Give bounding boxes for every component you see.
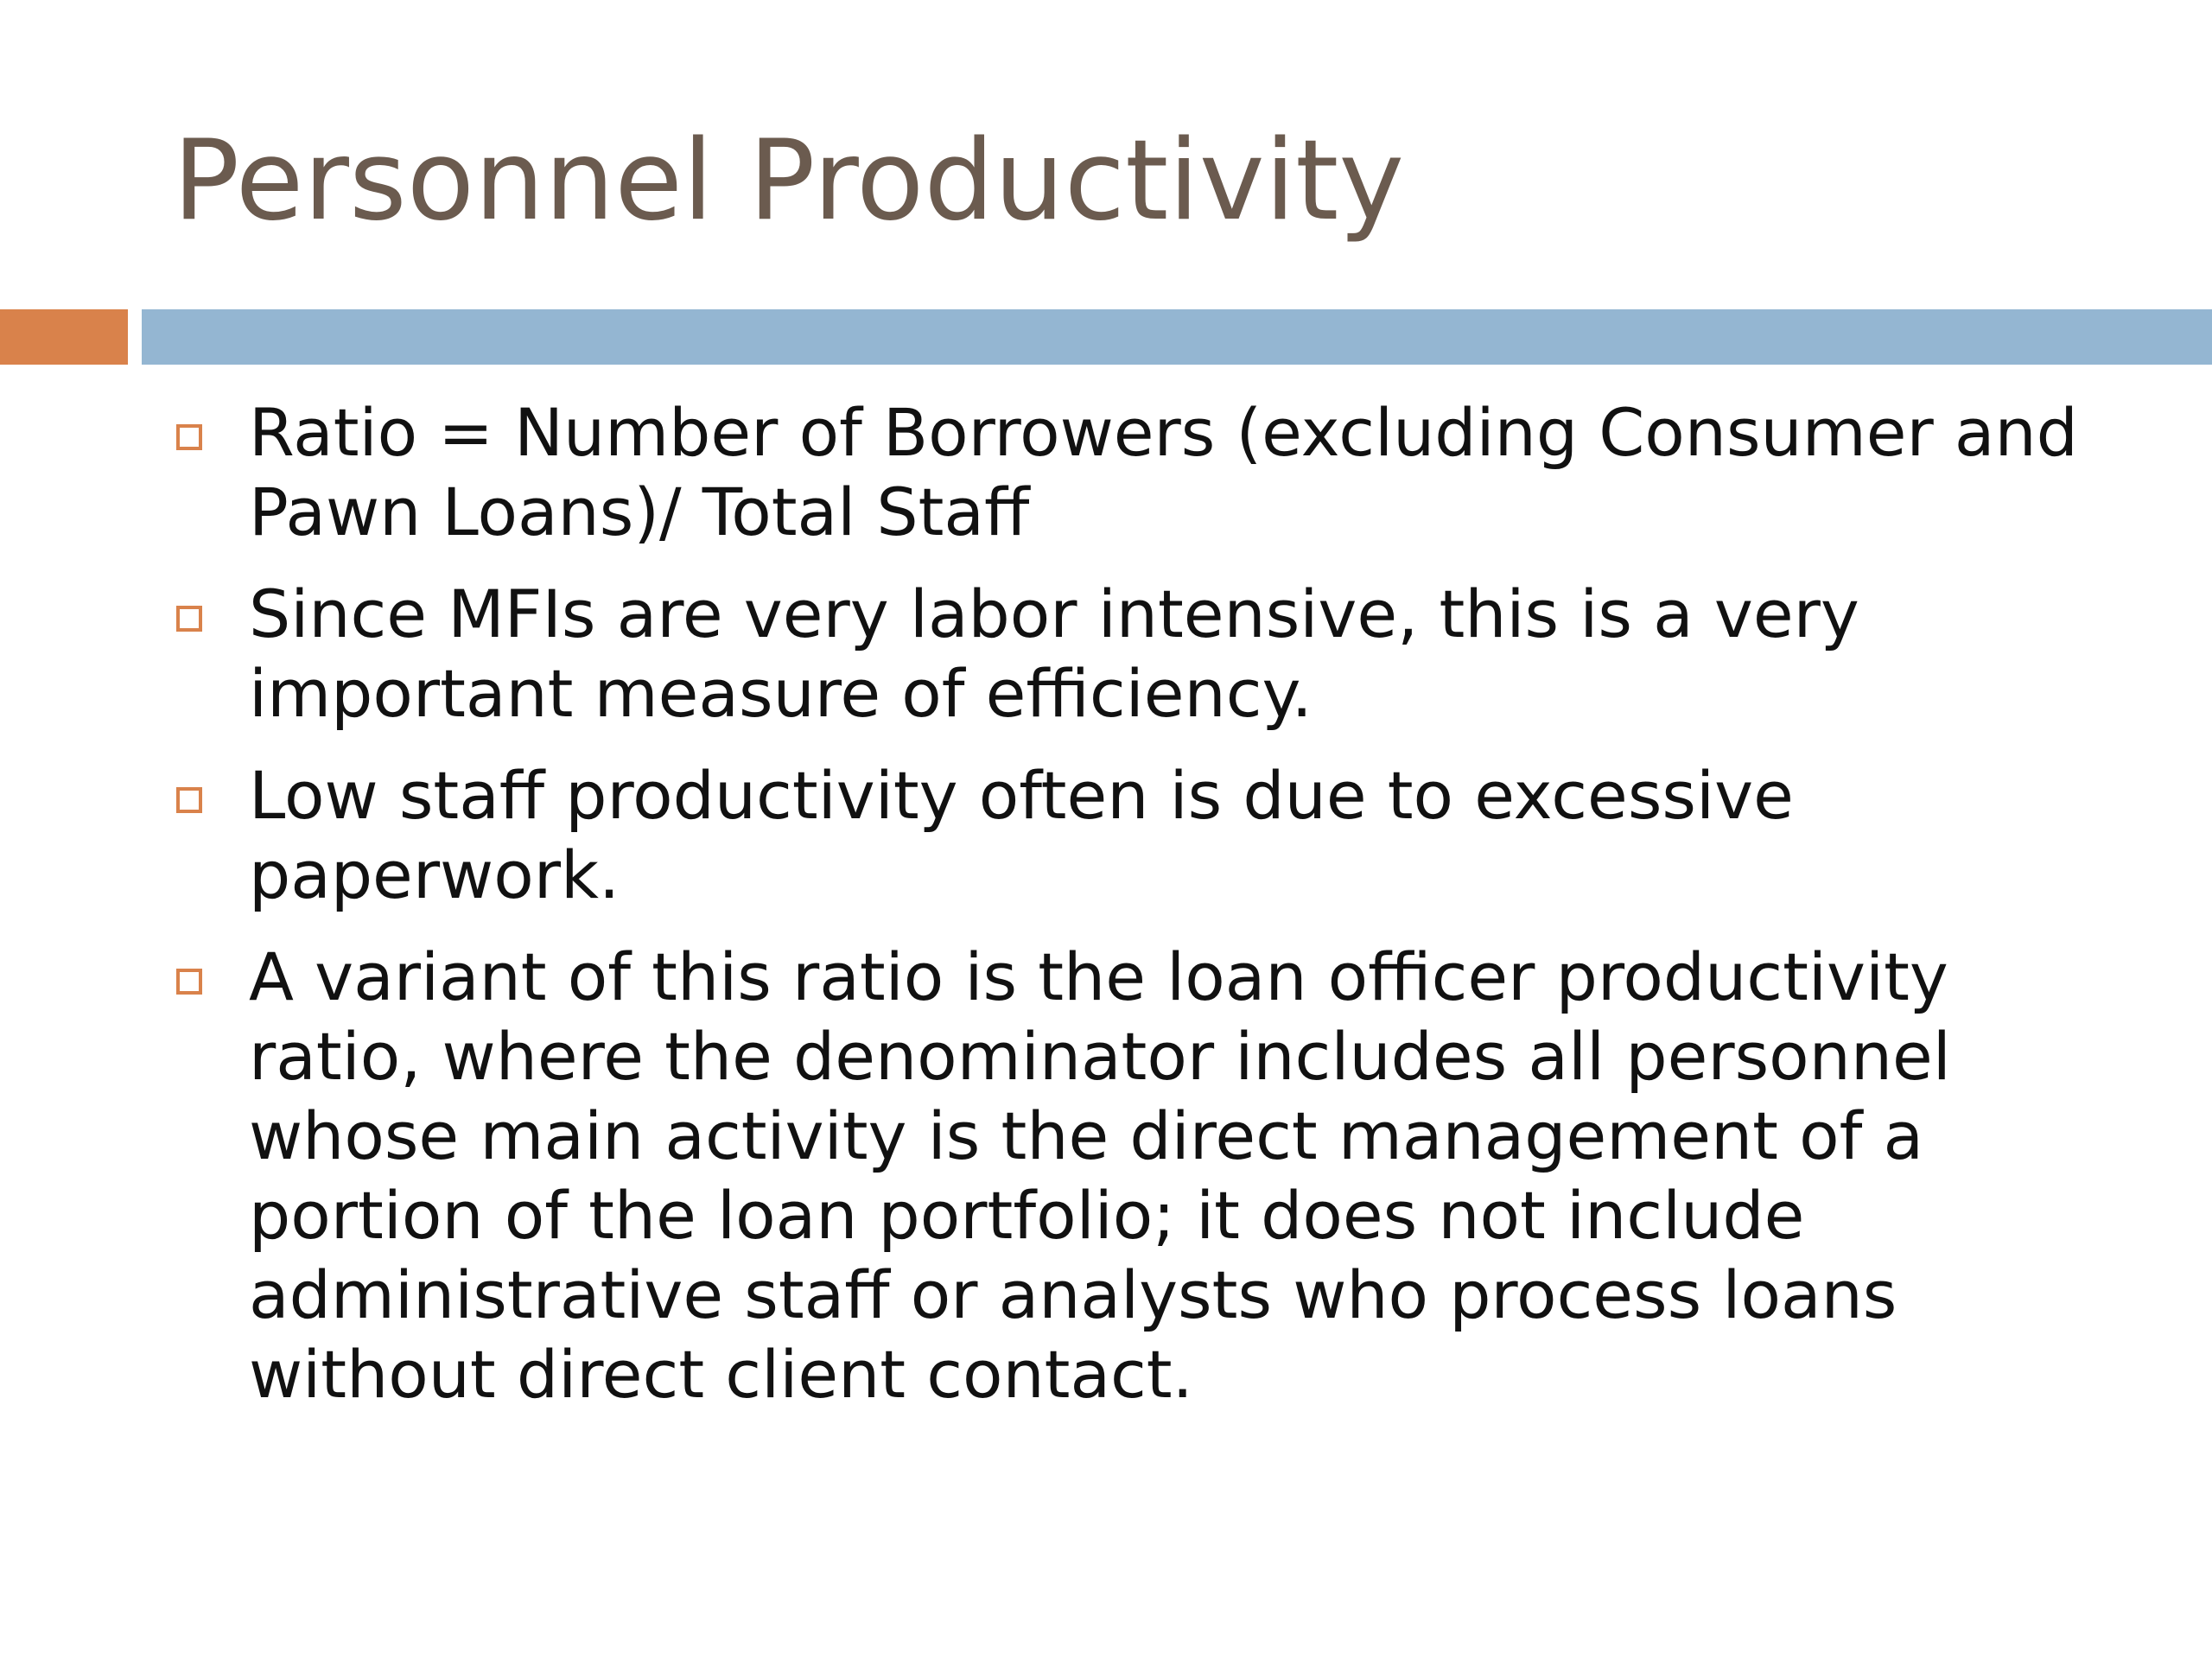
bullet-text: Low staff productivity often is due to excessive paperwork. [249,757,1794,913]
title-divider-bar [142,309,2212,365]
bullet-item [173,393,2126,552]
slide-title: Personnel Productivity [173,117,1405,245]
hollow-square-icon [176,606,202,632]
bullet-text: Since MFIs are very labor intensive, this is a very important measure of efficiency. [249,575,1859,732]
hollow-square-icon [176,424,202,450]
bullet-item [173,756,2126,915]
bullet-item [173,938,2126,1414]
title-accent-bar [0,309,128,365]
hollow-square-icon [176,969,202,995]
bullet-list [173,393,2126,1437]
bullet-item [173,575,2126,734]
hollow-square-icon [176,787,202,813]
bullet-text: A variant of this ratio is the loan officer productivity ratio, where the denominator includes all personnel whose main activity is the direct management of a portion of the loan portfolio; it does not include administrative staff or analysts who process loans without direct client contact. [249,938,1951,1413]
bullet-text: Ratio = Number of Borrowers (excluding Consumer and Pawn Loans)/ Total Staff [249,394,2078,550]
